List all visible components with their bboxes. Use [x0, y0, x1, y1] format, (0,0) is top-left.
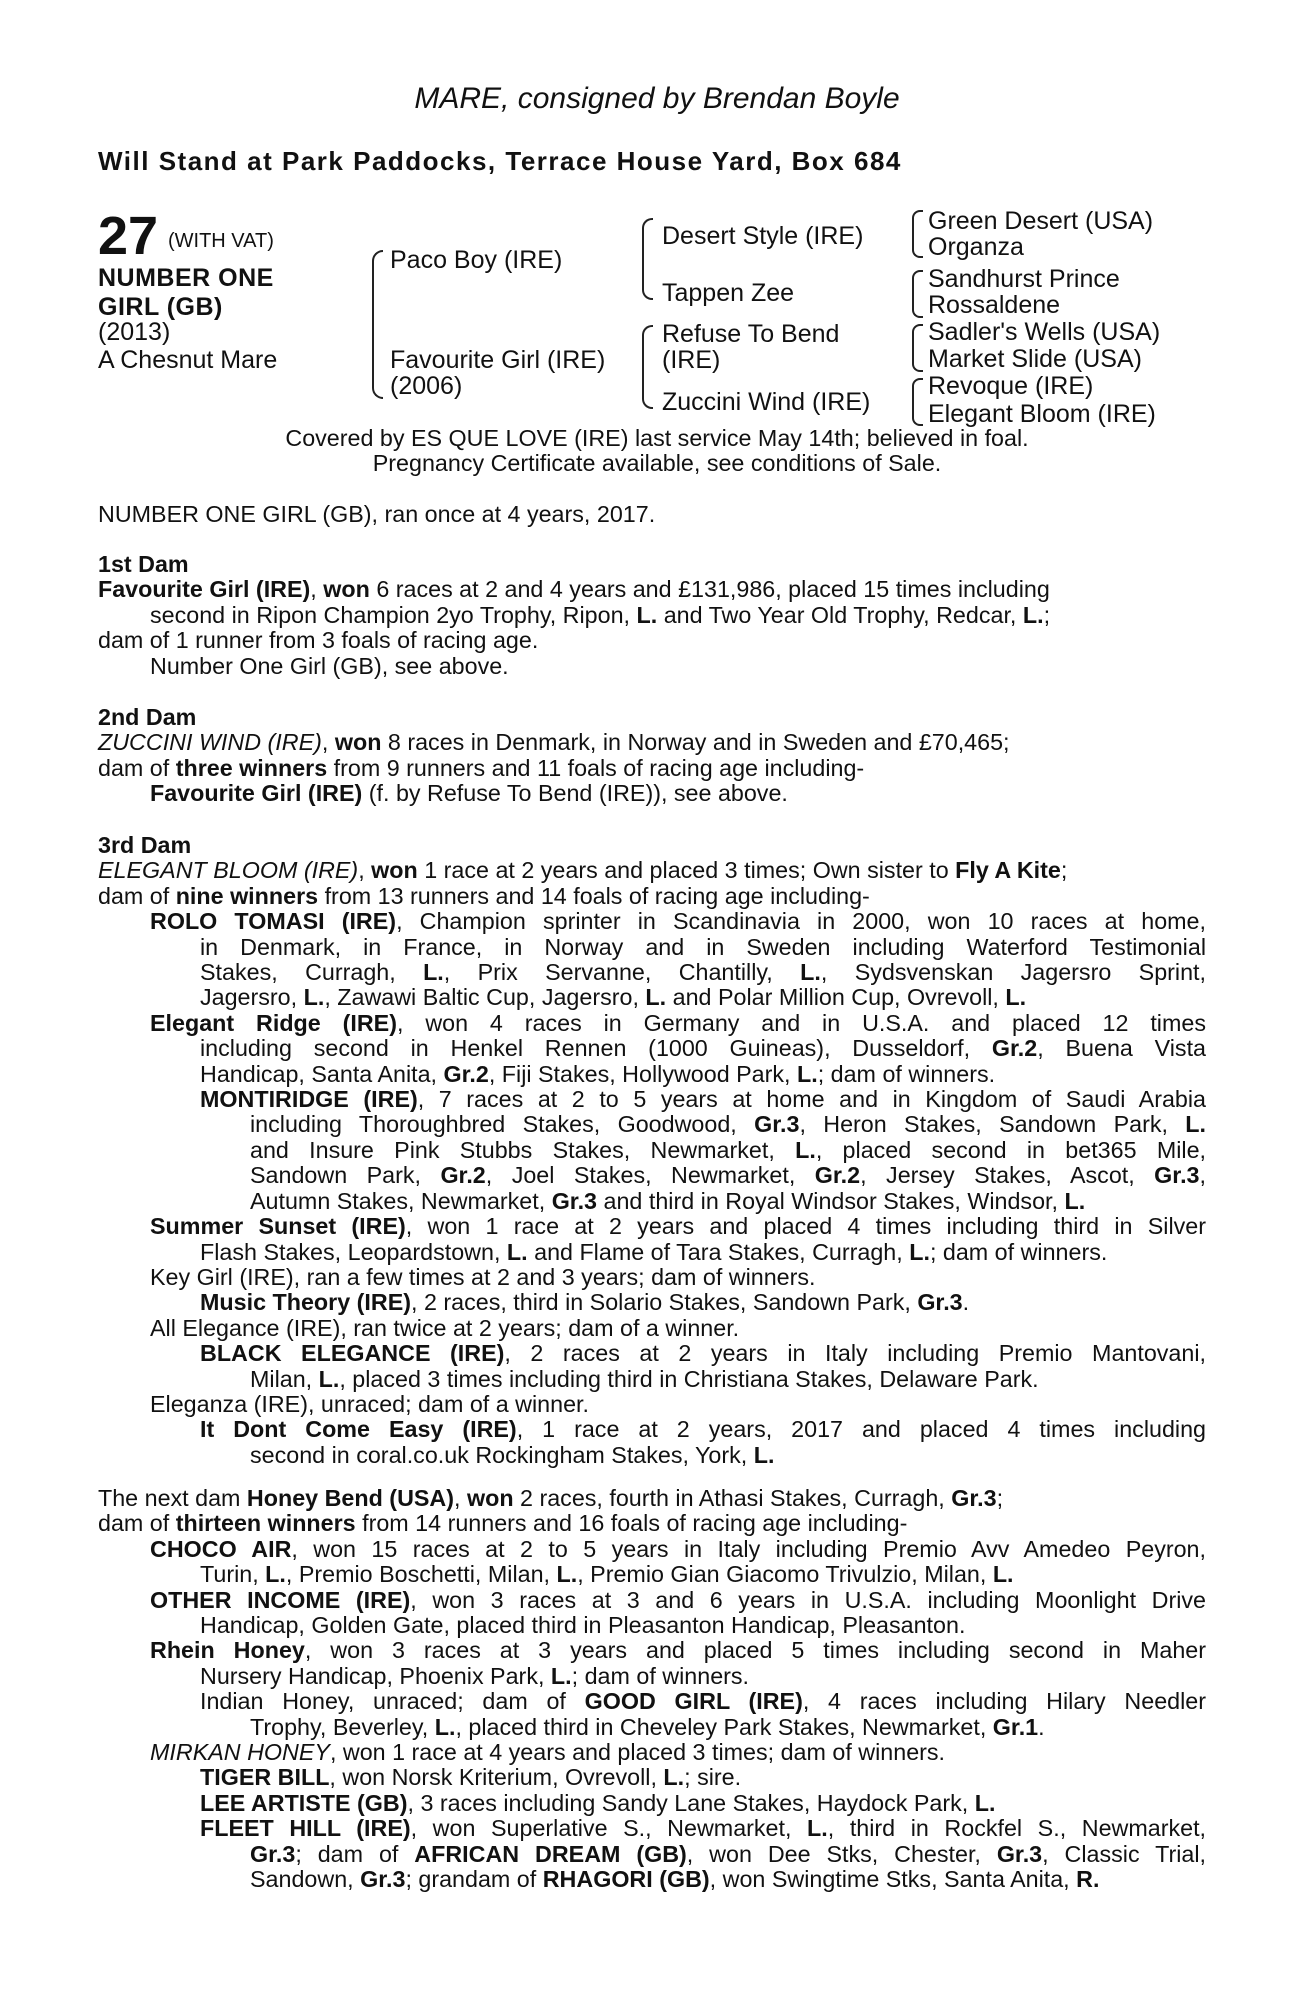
section-heading: 1st Dam [98, 551, 189, 577]
produce-rolo [98, 909, 1206, 1011]
race-mark: L. [265, 1561, 286, 1588]
produce-name: MONTIRIDGE (IRE) [200, 1086, 418, 1113]
text: 2 races, fourth in Athasi Stakes, Curragh, [513, 1485, 952, 1511]
produce-rhein [98, 1638, 1206, 1689]
text: and Flame of Tara Stakes, Curragh, [527, 1238, 910, 1265]
text: Jagersro, [200, 984, 304, 1011]
race-mark: L. [795, 1136, 816, 1163]
horse-name-line2: GIRL (GB) [98, 293, 223, 321]
text: , 2 races at 2 years in Italy including Premio Mantovani, [504, 1340, 1206, 1367]
race-mark: L. [992, 1561, 1014, 1588]
text: and Insure Pink Stubbs Stakes, Newmarket, [250, 1136, 796, 1163]
lot-number: 27 [98, 206, 159, 266]
race-mark: L. [506, 1238, 528, 1265]
text: , won 1 race at 4 years and placed 3 times; dam of winners. [329, 1739, 946, 1766]
ggdam-4: Elegant Bloom (IRE) [928, 400, 1156, 428]
text: ; dam of winners. [929, 1238, 1108, 1265]
produce-name: FLEET HILL (IRE) [200, 1815, 411, 1842]
text: , Heron Stakes, Sandown Park, [799, 1111, 1186, 1138]
ggsire-2: Sandhurst Prince [928, 265, 1120, 293]
text: , won 3 races at 3 years and placed 5 times including second in Maher [304, 1637, 1207, 1664]
race-mark: Gr.3 [250, 1840, 296, 1867]
text: Trophy, Beverley, [250, 1713, 435, 1740]
pedigree-brace [912, 324, 923, 372]
text: second in Ripon Champion 2yo Trophy, Ripon, [150, 601, 637, 628]
text: , won 1 race at 2 years and placed 4 times including third in Silver [405, 1213, 1206, 1240]
pedigree-brace [642, 325, 653, 409]
section-heading: 2nd Dam [98, 704, 197, 730]
produce-montiridge: MONTIRIDGE (IRE), 7 races at 2 to 5 years at home and in Kingdom of Saudi Arabia including Thoroughbred Stakes, Goodwood, Gr.3, Heron Stakes, Sandown Park, L. and Insure Pink Stubbs Stakes, Newmarket, L., placed second in bet365 Mile, Sandown Park, Gr.2, Joel Stakes, Newmarket, Gr.2, Jersey Stakes, Ascot, Gr.3, Autumn Stakes, Newmarket, Gr.3 and third in Royal Windsor Stakes, Windsor, L. [200, 1086, 1207, 1214]
produce-fleet [98, 1816, 1206, 1892]
third-dam-section: 3rd Dam ELEGANT BLOOM (IRE), won 1 race at 2 years and placed 3 times; Own sister to Fly A Kite; dam of nine winners from 13 runners and 14 foals of racing age including- ROLO TOMASI (IRE), Champion sprinter in Scandinavia in 2000, won 10 races at home, in Denmark, in France, in Norway and in Sweden including Waterford Testimonial Stakes, Curragh, L., Prix Servanne, Chantilly, L., Sydsvenskan Jagersro Sprint, Jagersro, L., Zawawi Baltic Cup, Jagersro, L. and Polar Million Cup, Ovrevoll, L. Elegant Ridge (IRE), won 4 races in Germany and in U.S.A. and placed 12 times including second in Henkel Rennen (1000 Guineas), Dusseldorf, Gr.2, Buena Vista Handicap, Santa Anita, Gr.2, Fiji Stakes, Hollywood Park, L.; dam of winners. MONTIRIDGE (IRE), 7 races at 2 to 5 years at home and in Kingdom of Saudi Arabia including Thoroughbred Stakes, Goodwood, Gr.3, Heron Stakes, Sandown Park, L. and Insure Pink Stubbs Stakes, Newmarket, L., placed second in bet365 Mile, Sandown Park, Gr.2, Joel Stakes, Newmarket, Gr.2, Jersey Stakes, Ascot, Gr.3, Autumn Stakes, Newmarket, Gr.3 and third in Royal Windsor Stakes, Windsor, L. Summer Sunset (IRE), won 1 race at 2 years and placed 4 times including third in Silver Flash Stakes, Leopardstown, L. and Flame of Tara Stakes, Curragh, L.; dam of winners. Key Girl (IRE), ran a few times at 2 and 3 years; dam of winners. Music Theory (IRE), 2 races, third in Solario Stakes, Sandown Park, Gr.3. All Elegance (IRE), ran twice at 2 years; dam of a winner. BLACK ELEGANCE (IRE), 2 races at 2 years in Italy including Premio Mantovani, Milan, L., placed 3 times including third in Christiana Stakes, Delaware Park. Eleganza (IRE), unraced; dam of a winner. It Dont Come Easy (IRE), 1 race at 2 years, 2017 and placed 4 times including second in coral.co.uk Rockingham Stakes, York, L. [98, 832, 1207, 1468]
produce-name: Elegant Ridge (IRE) [150, 1009, 397, 1036]
won-label: won [466, 1485, 514, 1511]
text: 8 races in Denmark, in Norway and in Sweden and £70,465; [381, 729, 1010, 756]
produce-name: Rhein Honey [150, 1637, 305, 1664]
text: , Premio Boschetti, Milan, [285, 1561, 557, 1588]
text: , third in Rockfel S., Newmarket, [827, 1815, 1207, 1842]
text: Autumn Stakes, Newmarket, [250, 1187, 552, 1214]
dam-dam: Zuccini Wind (IRE) [662, 388, 871, 416]
sire: Paco Boy (IRE) [390, 246, 563, 274]
ggdam-2: Rossaldene [928, 291, 1061, 319]
text: Indian Honey, unraced; dam of [200, 1688, 585, 1715]
text: , Champion sprinter in Scandinavia in 2000, won 10 races at home, [396, 908, 1206, 935]
pedigree-brace [912, 210, 923, 258]
text: , Premio Gian Giacomo Trivulzio, Milan, [577, 1561, 993, 1588]
produce-ridge [98, 1011, 1206, 1087]
race-mark: L. [663, 1764, 685, 1791]
text: dam of 1 runner from 3 foals of racing age. [98, 627, 539, 654]
text: , Prix Servanne, Chantilly, [443, 959, 801, 986]
produce-name: ROLO TOMASI (IRE) [150, 908, 397, 935]
race-mark: L. [753, 1441, 775, 1468]
restricted-mark: R. [1076, 1866, 1100, 1893]
race-mark: L. [909, 1238, 930, 1265]
horse-description: A Chesnut Mare [98, 346, 278, 374]
text: including Thoroughbred Stakes, Goodwood, [250, 1111, 755, 1138]
produce-keygirl: Key Girl (IRE), ran a few times at 2 and 3 years; dam of winners. [150, 1263, 816, 1290]
produce-other [98, 1588, 1206, 1639]
sister-name: Fly A Kite [955, 857, 1061, 884]
text: Turin, [200, 1561, 266, 1588]
text: , won Swingtime Stks, Santa Anita, [709, 1866, 1077, 1893]
produce-name: BLACK ELEGANCE (IRE) [200, 1340, 505, 1367]
stand-location: Will Stand at Park Paddocks, Terrace House Yard, Box 684 [98, 146, 902, 176]
consignment-title: MARE, consigned by Brendan Boyle [414, 82, 900, 115]
produce-name: OTHER INCOME (IRE) [150, 1586, 411, 1613]
race-mark: L. [1064, 1187, 1086, 1214]
pedigree-brace [912, 270, 923, 318]
grade-mark: Gr.3 [1154, 1162, 1200, 1189]
text: Milan, [250, 1365, 319, 1392]
produce-name: CHOCO AIR [150, 1535, 292, 1562]
race-mark: Gr.1 [992, 1713, 1039, 1740]
text: , Jersey Stakes, Ascot, [860, 1162, 1155, 1189]
text: from 9 runners and 11 foals of racing age including- [327, 754, 865, 781]
text: Flash Stakes, Leopardstown, [200, 1238, 507, 1265]
produce-name: MIRKAN HONEY [150, 1739, 330, 1766]
produce-name: AFRICAN DREAM (GB) [414, 1840, 687, 1867]
listed-mark: L. [636, 601, 658, 628]
race-mark: L. [423, 959, 444, 986]
text: ; sire. [684, 1764, 742, 1791]
covered-line: Covered by ES QUE LOVE (IRE) last service May 14th; believed in foal. [285, 425, 1029, 451]
dam: Favourite Girl (IRE) [390, 346, 606, 374]
text: and third in Royal Windsor Stakes, Windsor, [597, 1187, 1065, 1214]
text: in Denmark, in France, in Norway and in Sweden including Waterford Testimonial [200, 933, 1206, 960]
text: , Joel Stakes, Newmarket, [485, 1162, 815, 1189]
race-mark: Gr.3 [996, 1840, 1043, 1867]
sire-dam: Tappen Zee [662, 279, 795, 307]
winners-count: nine winners [175, 882, 319, 909]
produce-dont [98, 1417, 1206, 1468]
text: , Sydsvenskan Jagersro Sprint, [820, 959, 1206, 986]
produce-name: Music Theory (IRE) [200, 1289, 411, 1316]
text: , won 4 races in Germany and in U.S.A. and placed 12 times [396, 1009, 1206, 1036]
dam-name: ELEGANT BLOOM (IRE) [98, 857, 359, 884]
race-mark: L. [807, 1815, 828, 1842]
pedigree-brace [372, 250, 383, 399]
text: Sandown Park, [250, 1162, 441, 1189]
race-mark: L. [318, 1365, 340, 1392]
sire-sire: Desert Style (IRE) [662, 222, 864, 250]
text: , 1 race at 2 years, 2017 and placed 4 times including [516, 1416, 1207, 1443]
winners-count: thirteen winners [175, 1510, 356, 1537]
text: , 3 races including Sandy Lane Stakes, Haydock Park, [407, 1789, 975, 1816]
text: (f. by Refuse To Bend (IRE)), see above. [362, 780, 788, 807]
winners-count: three winners [175, 754, 328, 781]
text: , Zawawi Baltic Cup, Jagersro, [324, 984, 646, 1011]
text: second in coral.co.uk Rockingham Stakes, York, [250, 1441, 754, 1468]
produce-name: LEE ARTISTE (GB) [200, 1789, 408, 1816]
text: Stakes, Curragh, [200, 959, 424, 986]
produce-indian: Indian Honey, unraced; dam of GOOD GIRL (IRE), 4 races including Hilary Needler Trophy, Beverley, L., placed third in Cheveley Park Stakes, Newmarket, Gr.1. [200, 1688, 1206, 1740]
produce-choco [98, 1537, 1206, 1588]
text: , 4 races including Hilary Needler [802, 1688, 1206, 1715]
race-mark: L. [303, 984, 325, 1011]
text: and Two Year Old Trophy, Redcar, [657, 601, 1023, 628]
covered-note [0, 426, 1314, 477]
text: from 13 runners and 14 foals of racing age including- [318, 882, 870, 909]
text: , 2 races, third in Solario Stakes, Sandown Park, [411, 1289, 918, 1316]
text: , won 3 races at 3 and 6 years in U.S.A. including Moonlight Drive [410, 1586, 1207, 1613]
won-label: won [334, 729, 382, 756]
race-mark: L. [556, 1561, 578, 1588]
produce-summer [98, 1214, 1206, 1265]
text: , won Superlative S., Newmarket, [410, 1815, 808, 1842]
text: Handicap, Santa Anita, [200, 1060, 444, 1087]
text: , placed 3 times including third in Christiana Stakes, Delaware Park. [339, 1365, 1039, 1392]
dam-name: Honey Bend (USA) [246, 1485, 455, 1511]
dam-name: ZUCCINI WIND (IRE) [98, 729, 322, 756]
horse-name-line1: NUMBER ONE [98, 264, 274, 292]
text: Nursery Handicap, Phoenix Park, [200, 1662, 551, 1689]
race-mark: L. [800, 959, 821, 986]
text: , Classic Trial, [1042, 1840, 1206, 1867]
race-mark: Gr.3 [951, 1485, 997, 1511]
ggsire-3: Sadler's Wells (USA) [928, 318, 1161, 346]
produce-name: GOOD GIRL (IRE) [584, 1688, 803, 1715]
dam-year: (2006) [390, 372, 463, 400]
grade-mark: Gr.3 [551, 1187, 598, 1214]
dam-sire: Refuse To Bend [662, 320, 840, 348]
produce-name: Favourite Girl (IRE) [150, 780, 363, 807]
text: 1 race at 2 years and placed 3 times; Own sister to [417, 857, 956, 884]
text: , 7 races at 2 to 5 years at home and in Kingdom of Saudi Arabia [417, 1086, 1206, 1113]
race-mark: L. [645, 984, 667, 1011]
grade-mark: Gr.2 [814, 1162, 861, 1189]
won-label: won [323, 576, 370, 603]
text: dam of [98, 754, 176, 781]
produce-black [98, 1341, 1206, 1392]
text: ; [1043, 601, 1051, 628]
text: , placed third in Cheveley Park Stakes, Newmarket, [455, 1713, 993, 1740]
text: , Buena Vista [1037, 1035, 1206, 1062]
produce-eleganza: Eleganza (IRE), unraced; dam of a winner. [150, 1390, 589, 1417]
text: dam of [98, 882, 176, 909]
race-mark: L. [974, 1789, 996, 1816]
race-mark: L. [550, 1662, 572, 1689]
text: 6 races at 2 and 4 years and £131,986, placed 15 times including [369, 576, 1050, 603]
text: , won Norsk Kriterium, Ovrevoll, [329, 1764, 664, 1791]
text: , placed second in bet365 Mile, [815, 1136, 1207, 1163]
text: , won 15 races at 2 to 5 years in Italy including Premio Avv Amedeo Peyron, [291, 1535, 1206, 1562]
grade-mark: Gr.2 [991, 1035, 1038, 1062]
text: Sandown, [250, 1866, 361, 1893]
text: and Polar Million Cup, Ovrevoll, [666, 984, 1006, 1011]
pedigree-brace [912, 378, 923, 426]
race-mark: L. [1185, 1111, 1206, 1138]
text: Handicap, Golden Gate, placed third in Pleasanton Handicap, Pleasanton. [200, 1612, 966, 1639]
dam-sire-line2: (IRE) [662, 346, 721, 374]
pregnancy-line: Pregnancy Certificate available, see conditions of Sale. [372, 450, 942, 477]
race-mark: L. [434, 1713, 456, 1740]
horse-name [98, 264, 274, 322]
text: from 14 runners and 16 foals of racing age including- [355, 1510, 908, 1537]
produce-name: It Dont Come Easy (IRE) [200, 1416, 517, 1443]
text: ; dam of [295, 1840, 415, 1867]
next-dam-section: The next dam Honey Bend (USA), won 2 races, fourth in Athasi Stakes, Curragh, Gr.3; dam of thirteen winners from 14 runners and 16 foals of racing age including- CHOCO AIR, won 15 races at 2 to 5 years in Italy including Premio Avv Amedeo Peyron, Turin, L., Premio Boschetti, Milan, L., Premio Gian Giacomo Trivulzio, Milan, L. OTHER INCOME (IRE), won 3 races at 3 and 6 years in U.S.A. including Moonlight Drive Handicap, Golden Gate, placed third in Pleasanton Handicap, Pleasanton. Rhein Honey, won 3 races at 3 years and placed 5 times including second in Maher Nursery Handicap, Phoenix Park, L.; dam of winners. Indian Honey, unraced; dam of GOOD GIRL (IRE), 4 races including Hilary Needler Trophy, Beverley, L., placed third in Cheveley Park Stakes, Newmarket, Gr.1. MIRKAN HONEY, won 1 race at 4 years and placed 3 times; dam of winners. TIGER BILL, won Norsk Kriterium, Ovrevoll, L.; sire. LEE ARTISTE (GB), 3 races including Sandy Lane Stakes, Haydock Park, L. FLEET HILL (IRE), won Superlative S., Newmarket, L., third in Rockfel S., Newmarket, Gr.3; dam of AFRICAN DREAM (GB), won Dee Stks, Chester, Gr.3, Classic Trial, Sandown, Gr.3; grandam of RHAGORI (GB), won Swingtime Stks, Santa Anita, R. [98, 1485, 1207, 1893]
won-label: won [371, 857, 418, 884]
text: , Fiji Stakes, Hollywood Park, [488, 1060, 797, 1087]
produce-name: Summer Sunset (IRE) [150, 1213, 406, 1240]
produce-name: RHAGORI (GB) [542, 1866, 710, 1893]
race-record: NUMBER ONE GIRL (GB), ran once at 4 years, 2017. [98, 501, 656, 527]
text: dam of [98, 1510, 176, 1537]
race-mark: Gr.3 [360, 1866, 406, 1893]
race-mark: L. [1005, 984, 1027, 1011]
first-dam-section: 1st Dam Favourite Girl (IRE), won 6 races at 2 and 4 years and £131,986, placed 15 times including second in Ripon Champion 2yo Trophy, Ripon, L. and Two Year Old Trophy, Redcar, L.; dam of 1 runner from 3 foals of racing age. Number One Girl (GB), see above. [98, 552, 1206, 679]
ggdam-3: Market Slide (USA) [928, 345, 1142, 373]
text: including second in Henkel Rennen (1000 Guineas), Dusseldorf, [200, 1035, 992, 1062]
ggsire-4: Revoque (IRE) [928, 372, 1094, 400]
section-heading: 3rd Dam [98, 832, 192, 858]
ggsire-1: Green Desert (USA) [928, 207, 1154, 235]
foaling-year: (2013) [98, 318, 171, 346]
ggdam-1: Organza [928, 233, 1024, 261]
pedigree-brace [642, 218, 653, 300]
grade-mark: Gr.3 [754, 1111, 800, 1138]
text: ; grandam of [405, 1866, 543, 1893]
race-mark: L. [796, 1060, 818, 1087]
grade-mark: Gr.2 [443, 1060, 489, 1087]
produce-name: TIGER BILL [200, 1764, 330, 1791]
grade-mark: Gr.3 [917, 1289, 963, 1316]
second-dam-section: 2nd Dam ZUCCINI WIND (IRE), won 8 races in Denmark, in Norway and in Sweden and £70,465; dam of three winners from 9 runners and 11 foals of racing age including- Favourite Girl (IRE) (f. by Refuse To Bend (IRE)), see above. [98, 705, 1206, 807]
text: , won Dee Stks, Chester, [686, 1840, 997, 1867]
listed-mark: L. [1022, 601, 1044, 628]
text: Number One Girl (GB), see above. [150, 652, 509, 679]
produce-allelegance: All Elegance (IRE), ran twice at 2 years; dam of a winner. [150, 1314, 740, 1341]
text: ; dam of winners. [817, 1060, 996, 1087]
text: The next dam [98, 1485, 247, 1511]
vat-note: (WITH VAT) [168, 230, 274, 252]
grade-mark: Gr.2 [440, 1162, 486, 1189]
dam-name: Favourite Girl (IRE) [98, 576, 311, 603]
text: ; dam of winners. [571, 1662, 750, 1689]
